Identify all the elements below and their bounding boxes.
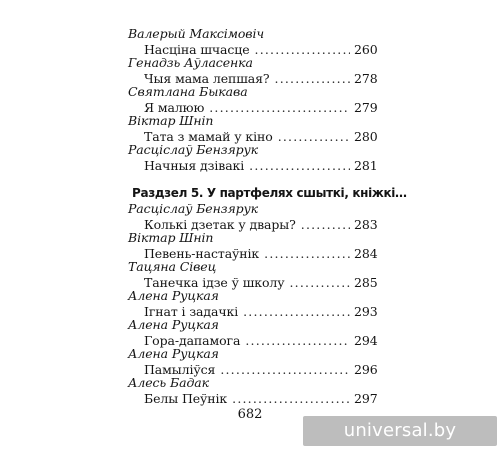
toc-entry [144,158,376,174]
toc-entry-page: 296 [354,362,378,377]
toc-entry-page: 293 [354,304,378,319]
toc-author: Алена Руцкая [128,288,219,303]
toc-entry-title: Чыя мама лепшая? [144,71,270,86]
dot-leader [232,391,350,407]
dot-leader [275,71,350,87]
toc-author: Алена Руцкая [128,317,219,332]
toc-author: Віктар Шніп [128,230,214,245]
toc-entry-title: Ігнат і задачкі [144,304,239,319]
toc-author: Валерый Максімовіч [128,26,265,41]
dot-leader [209,100,350,116]
toc-author: Расціслаў Бензярук [128,201,259,216]
toc-entry-title: Колькі дзетак у двары? [144,217,296,232]
dot-leader [290,275,351,291]
toc-entry-page: 285 [354,275,378,290]
toc-entry-title: Гора-дапамога [144,333,241,348]
toc-entry-title: Танечка ідзе ў школу [144,275,285,290]
dot-leader [249,158,350,174]
toc-author: Генадзь Аўласенка [128,55,253,70]
toc-entry-page: 284 [354,246,378,261]
toc-author: Тацяна Сівец [128,259,217,274]
toc-author: Расціслаў Бензярук [128,142,259,157]
toc-entry-page: 280 [354,129,378,144]
toc-author: Віктар Шніп [128,113,214,128]
toc-entry-page: 294 [354,333,378,348]
toc-author: Алена Руцкая [128,346,219,361]
toc-entry-page: 260 [354,42,378,57]
toc-entry-page: 278 [354,71,378,86]
dot-leader [264,246,350,262]
dot-leader [255,42,350,58]
watermark: universal.by [303,416,497,446]
toc-entry [144,391,376,407]
dot-leader [301,217,350,233]
toc-entry-title: Памыліўся [144,362,216,377]
toc-entry-title: Белы Пеўнік [144,391,228,406]
page-number: 682 [237,407,263,422]
toc-entry-title: Тата з мамай у кіно [144,129,273,144]
toc-entry-page: 279 [354,100,378,115]
toc-entry-page: 281 [354,158,378,173]
toc-entry-title: Насціна шчасце [144,42,250,57]
dot-leader [278,129,350,145]
toc-entry-page: 297 [354,391,378,406]
dot-leader [245,333,350,349]
dot-leader [243,304,350,320]
toc-entry-title: Певень-настаўнік [144,246,260,261]
toc-entry-title: Начныя дзівакі [144,158,245,173]
toc-author: Алесь Бадак [128,375,209,390]
toc-entry-title: Я малюю [144,100,205,115]
section-heading: Раздзел 5. У партфелях сшыткі, кніжкі… [132,186,407,200]
dot-leader [220,362,350,378]
toc-entry-page: 283 [354,217,378,232]
toc-author: Святлана Быкава [128,84,248,99]
